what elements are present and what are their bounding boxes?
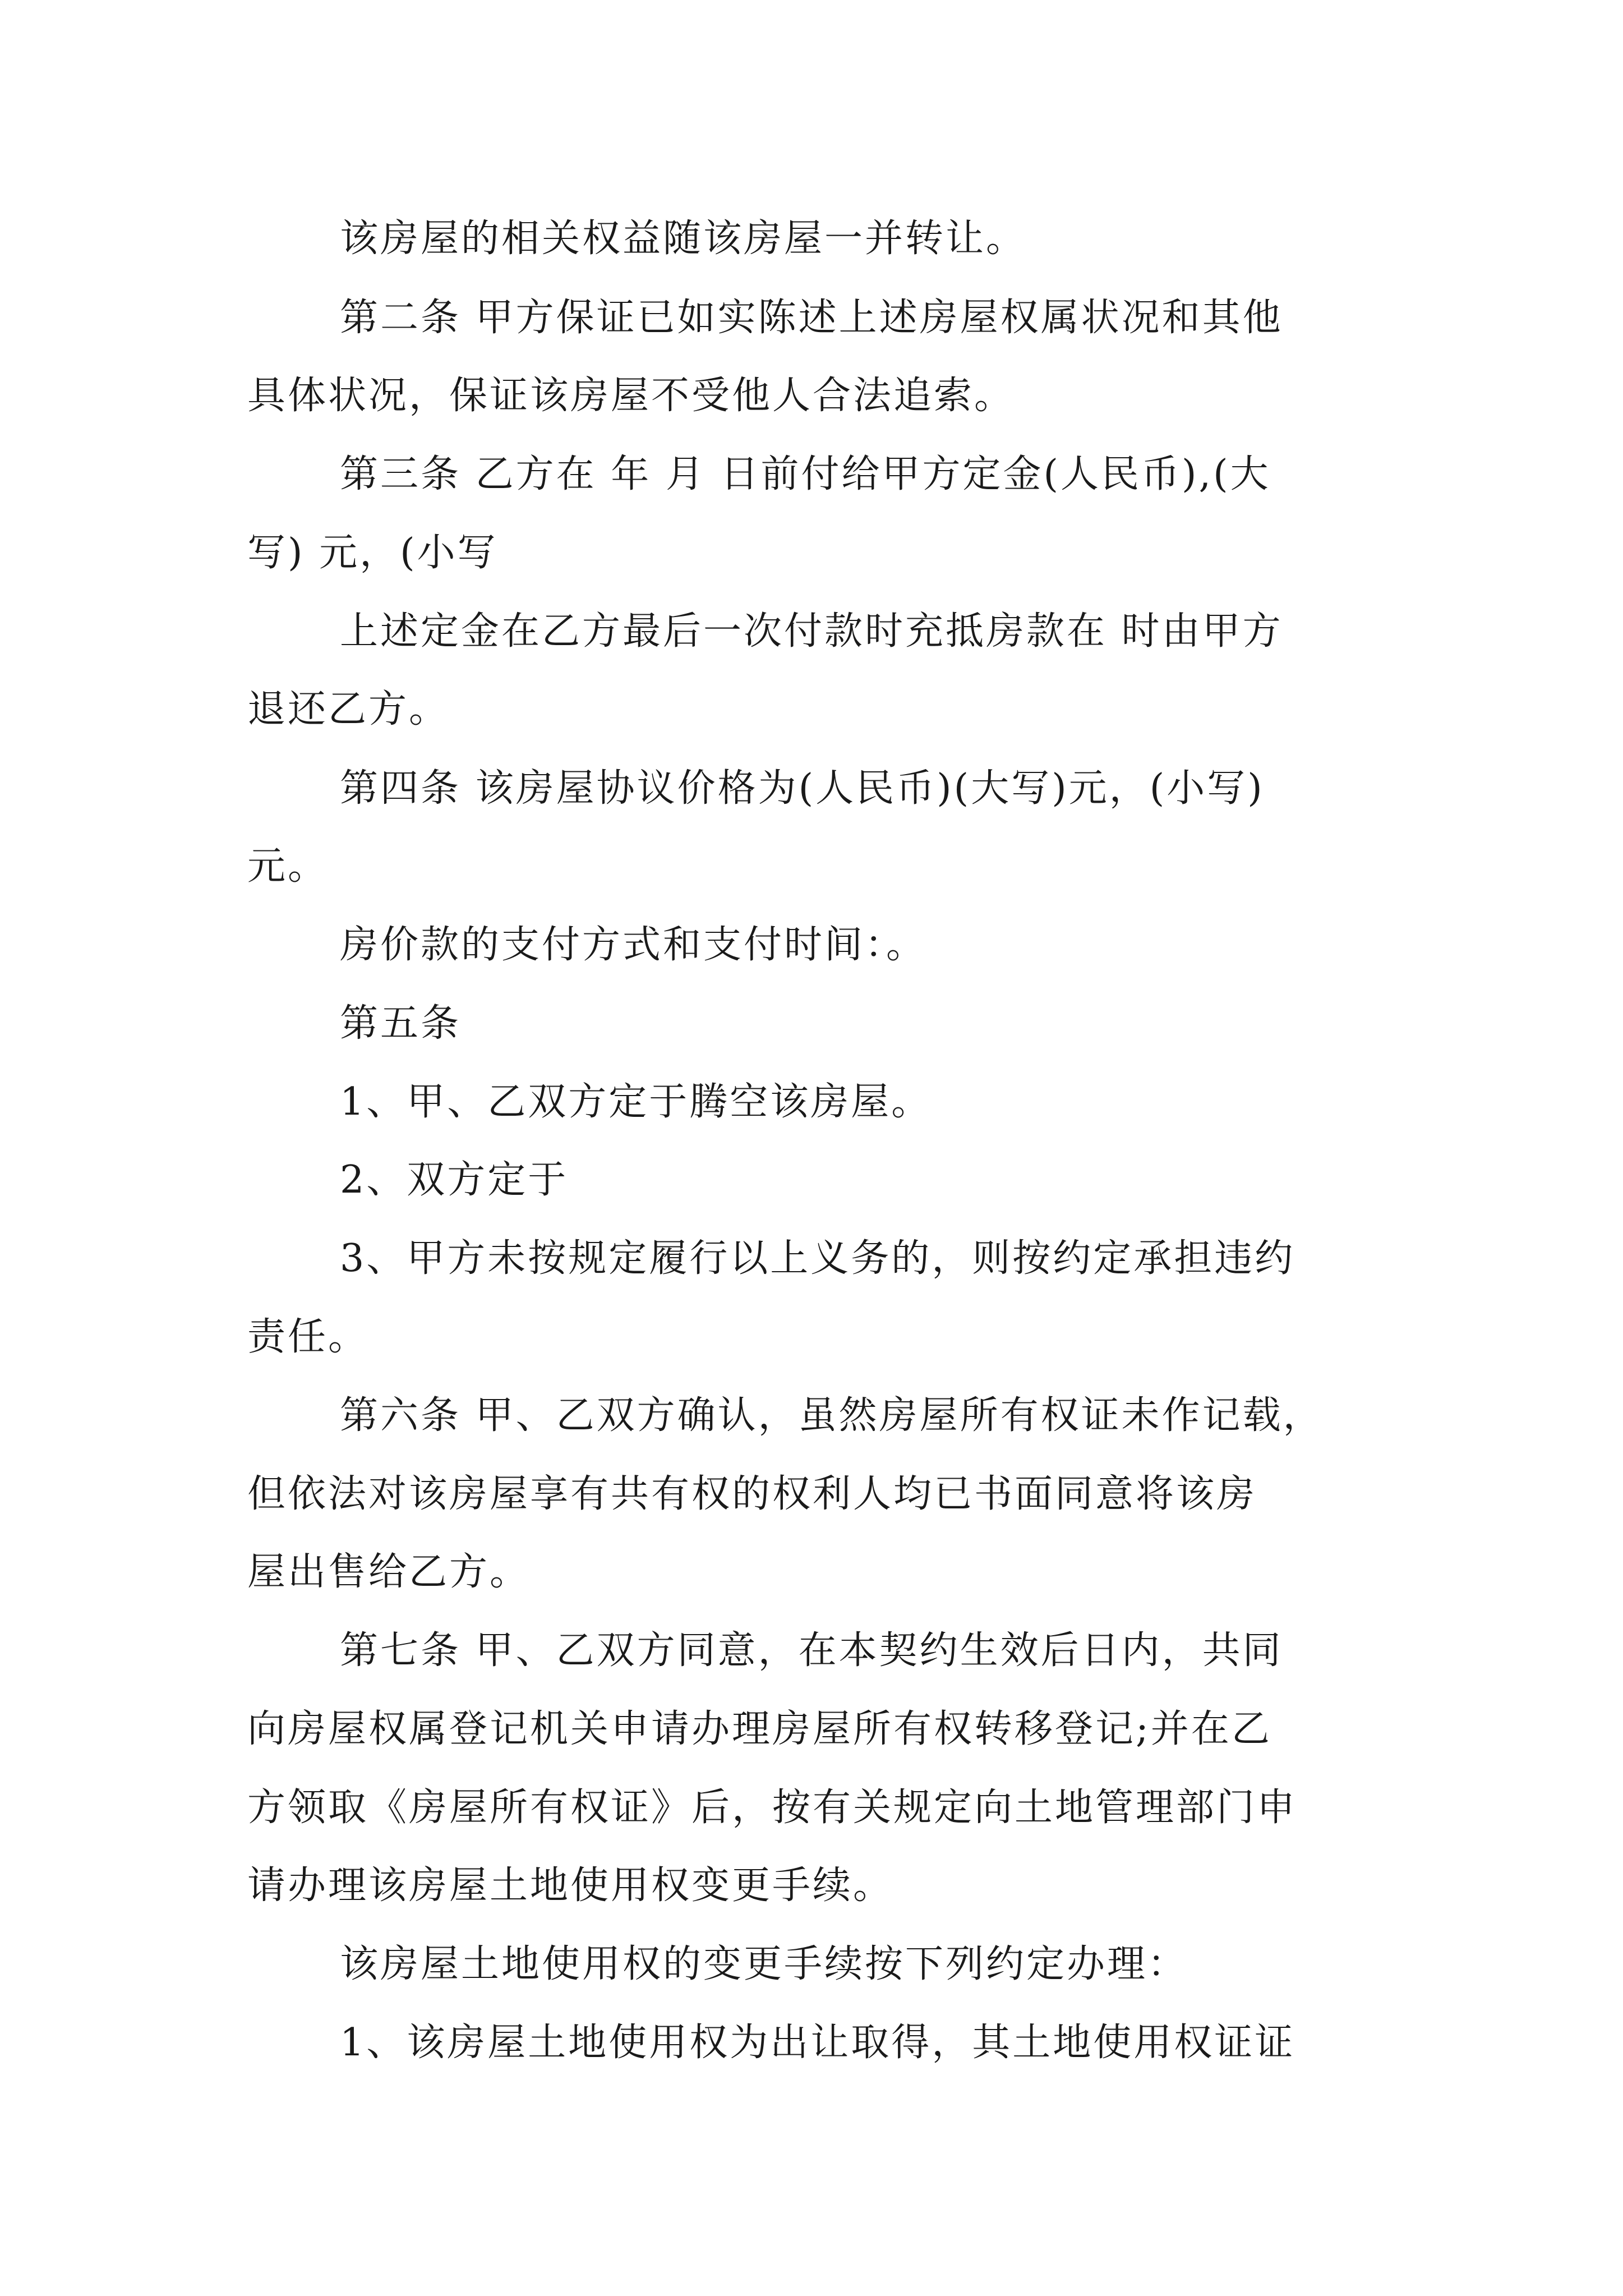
text-line-11: 第五条 — [340, 1001, 462, 1046]
text-line-23: 该房屋土地使用权的变更手续按下列约定办理： — [340, 1942, 1188, 1986]
text-line-7: 退还乙方。 — [247, 687, 450, 731]
text-line-22: 请办理该房屋土地使用权变更手续。 — [247, 1864, 894, 1908]
text-line-15: 责任。 — [247, 1315, 369, 1359]
text-line-8: 第四条 该房屋协议价格为(人民币)(大写)元，(小写) — [340, 766, 1265, 811]
text-line-4: 第三条 乙方在 年 月 日前付给甲方定金(人民币),(大 — [340, 452, 1271, 496]
text-line-3: 具体状况，保证该房屋不受他人合法追索。 — [247, 374, 1015, 418]
text-line-17: 但依法对该房屋享有共有权的权利人均已书面同意将该房 — [247, 1472, 1257, 1516]
text-line-9: 元。 — [247, 844, 329, 889]
text-line-2: 第二条 甲方保证已如实陈述上述房屋权属状况和其他 — [340, 296, 1283, 340]
text-line-19: 第七条 甲、乙双方同意，在本契约生效后日内，共同 — [340, 1628, 1283, 1673]
text-line-24: 1、该房屋土地使用权为出让取得，其土地使用权证证 — [340, 2021, 1295, 2065]
text-line-20: 向房屋权属登记机关申请办理房屋所有权转移登记;并在乙 — [247, 1707, 1272, 1751]
text-line-18: 屋出售给乙方。 — [247, 1550, 531, 1594]
text-line-1: 该房屋的相关权益随该房屋一并转让。 — [340, 217, 1027, 261]
text-line-12: 1、甲、乙双方定于腾空该房屋。 — [340, 1080, 932, 1124]
text-line-16: 第六条 甲、乙双方确认，虽然房屋所有权证未作记载， — [340, 1393, 1324, 1438]
text-line-14: 3、甲方未按规定履行以上义务的，则按约定承担违约 — [340, 1236, 1295, 1281]
text-line-21: 方领取《房屋所有权证》后，按有关规定向土地管理部门申 — [247, 1786, 1298, 1830]
text-line-6: 上述定金在乙方最后一次付款时充抵房款在 时由甲方 — [340, 609, 1283, 654]
text-line-10: 房价款的支付方式和支付时间：。 — [340, 923, 927, 967]
text-line-5: 写) 元，(小写 — [247, 531, 498, 575]
text-line-13: 2、双方定于 — [340, 1158, 569, 1202]
